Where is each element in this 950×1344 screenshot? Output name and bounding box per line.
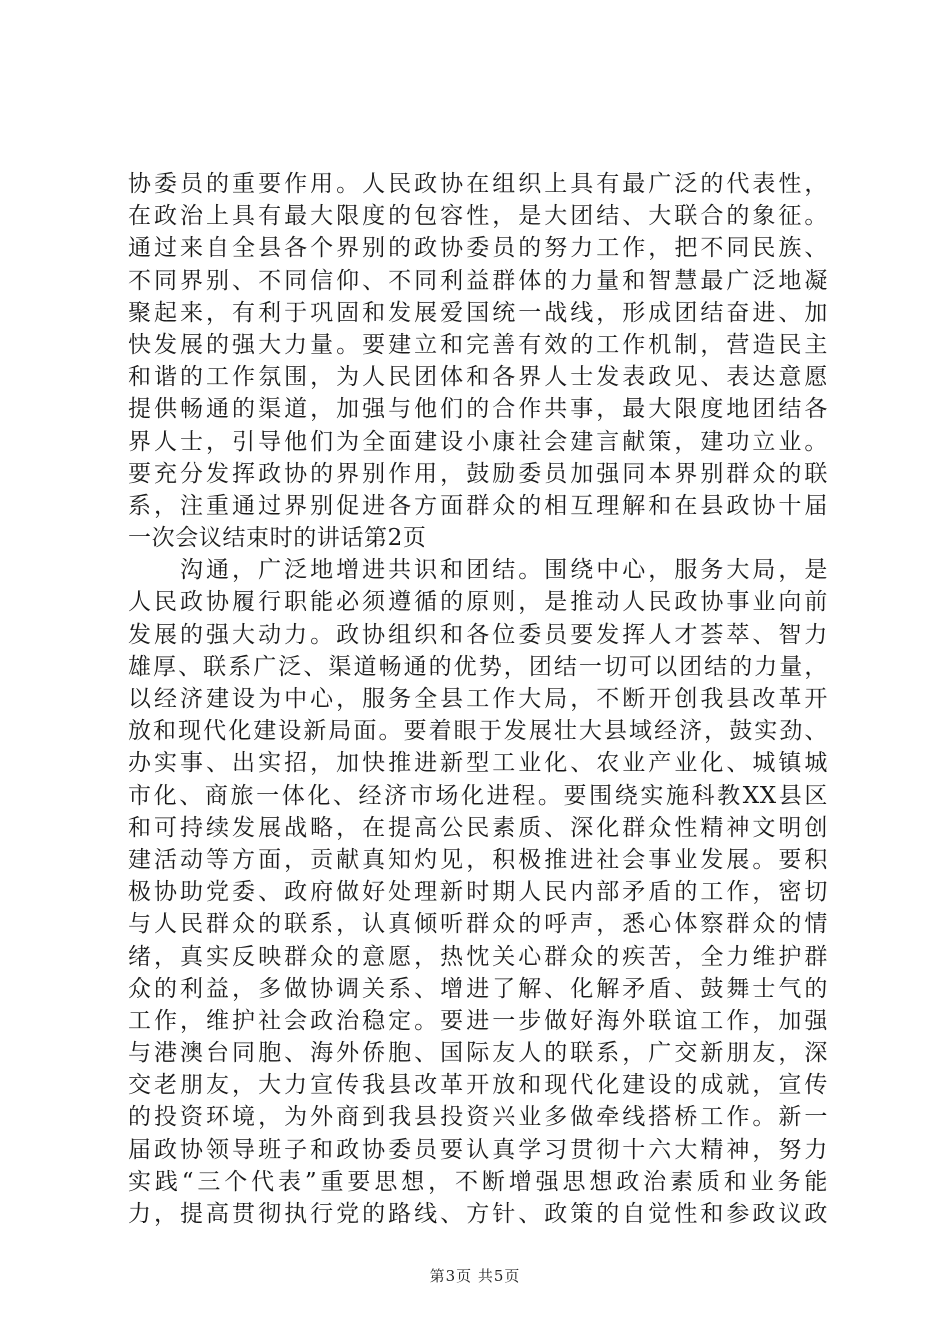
text-line: 不同界别、不同信仰、不同利益群体的力量和智慧最广泛地凝 — [128, 267, 828, 294]
text-line: 工作，维护社会政治稳定。要进一步做好海外联谊工作，加强 — [128, 1007, 828, 1034]
paragraph-2 — [128, 554, 828, 1230]
text-line: 与港澳台同胞、海外侨胞、国际友人的联系，广交新朋友，深 — [128, 1040, 828, 1067]
text-line: 的投资环境，为外商到我县投资兴业多做牵线搭桥工作。新一 — [128, 1104, 828, 1131]
text-line: 系，注重通过界别促进各方面群众的相互理解和在县政协十届 — [128, 492, 828, 519]
text-line: 和谐的工作氛围，为人民团体和各界人士发表政见、表达意愿 — [128, 364, 828, 391]
text-line: 与人民群众的联系，认真倾听群众的呼声，悉心体察群众的情 — [128, 911, 828, 938]
text-line: 放和现代化建设新局面。要着眼于发展壮大县域经济，鼓实劲、 — [128, 718, 828, 745]
text-line: 实践“三个代表”重要思想，不断增强思想政治素质和业务能 — [128, 1168, 828, 1195]
text-line: 众的利益，多做协调关系、增进了解、化解矛盾、鼓舞士气的 — [128, 975, 828, 1002]
text-line: 力，提高贯彻执行党的路线、方针、政策的自觉性和参政议政 — [128, 1201, 828, 1227]
text-line: 建活动等方面，贡献真知灼见，积极推进社会事业发展。要积 — [128, 846, 828, 873]
text-line: 雄厚、联系广泛、渠道畅通的优势，团结一切可以团结的力量， — [128, 653, 828, 680]
text-line: 聚起来，有利于巩固和发展爱国统一战线，形成团结奋进、加 — [128, 299, 828, 326]
text-line: 交老朋友，大力宣传我县改革开放和现代化建设的成就，宣传 — [128, 1072, 828, 1099]
text-line: 发展的强大动力。政协组织和各位委员要发挥人才荟萃、智力 — [128, 621, 828, 648]
text-line: 协委员的重要作用。人民政协在组织上具有最广泛的代表性， — [128, 171, 828, 197]
text-line: 绪，真实反映群众的意愿，热忱关心群众的疾苦，全力维护群 — [128, 943, 828, 970]
text-line: 要充分发挥政协的界别作用，鼓励委员加强同本界别群众的联 — [128, 460, 828, 487]
paragraph-1 — [128, 168, 828, 554]
text-line: 一次会议结束时的讲话第2页 — [128, 525, 427, 552]
text-line: 在政治上具有最大限度的包容性，是大团结、大联合的象征。 — [128, 203, 828, 230]
text-line: 届政协领导班子和政协委员要认真学习贯彻十六大精神，努力 — [128, 1136, 828, 1163]
text-line: 人民政协履行职能必须遵循的原则，是推动人民政协事业向前 — [128, 589, 828, 616]
text-line: 极协助党委、政府做好处理新时期人民内部矛盾的工作，密切 — [128, 879, 828, 906]
text-line: 沟通，广泛地增进共识和团结。围绕中心，服务大局，是 — [128, 557, 828, 584]
text-line: 市化、商旅一体化、经济市场化进程。要围绕实施科教XX县区 — [128, 782, 828, 809]
text-line: 提供畅通的渠道，加强与他们的合作共事，最大限度地团结各 — [128, 396, 828, 423]
text-line: 办实事、出实招，加快推进新型工业化、农业产业化、城镇城 — [128, 750, 828, 777]
text-line: 以经济建设为中心，服务全县工作大局，不断开创我县改革开 — [128, 686, 828, 712]
text-line: 界人士，引导他们为全面建设小康社会建言献策，建功立业。 — [128, 428, 828, 455]
page-number-footer: 第3页 共5页 — [429, 1267, 521, 1285]
document-body — [128, 168, 828, 1230]
text-line: 和可持续发展战略，在提高公民素质、深化群众性精神文明创 — [128, 814, 828, 841]
text-line: 通过来自全县各个界别的政协委员的努力工作，把不同民族、 — [128, 235, 828, 262]
text-line: 快发展的强大力量。要建立和完善有效的工作机制，营造民主 — [128, 331, 828, 358]
